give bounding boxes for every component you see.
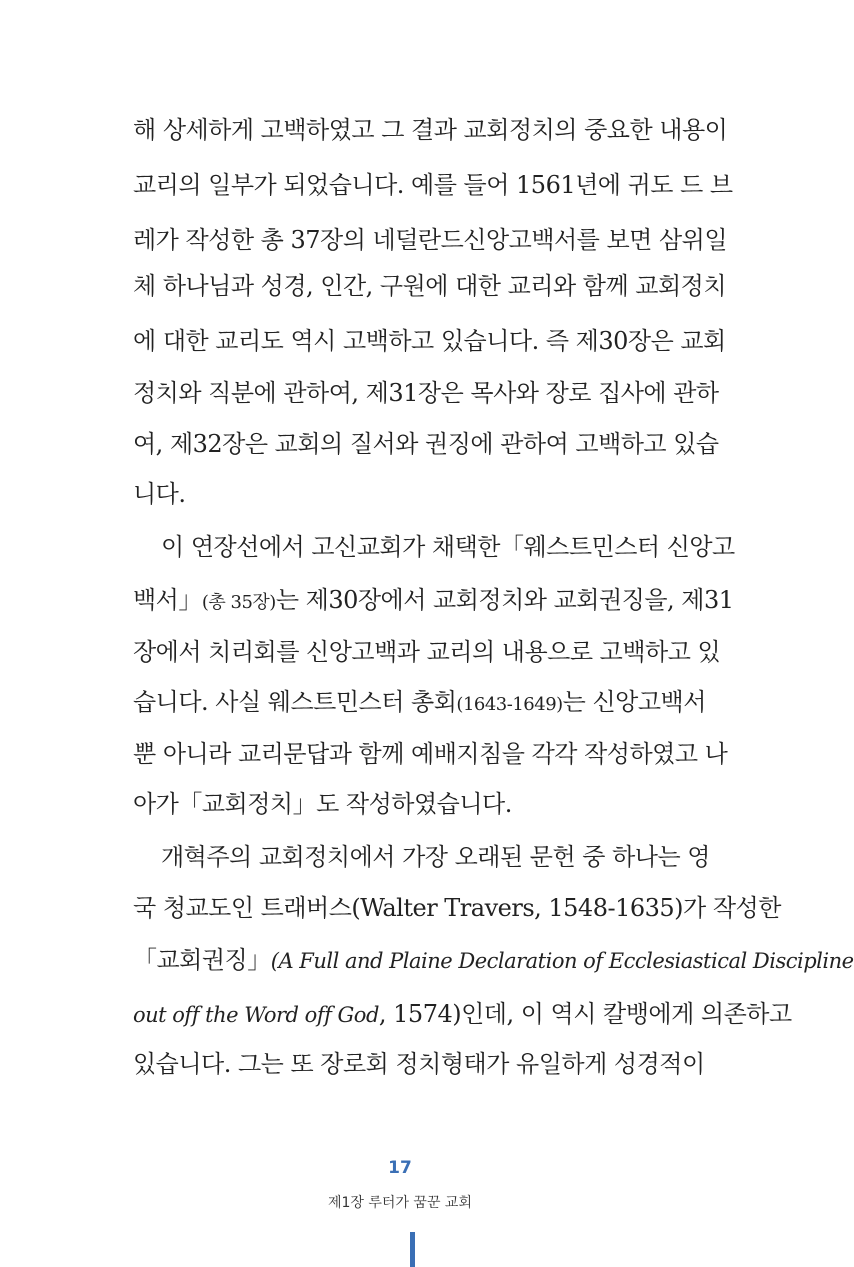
text-line: 에 대한 교리도 역시 고백하고 있습니다. 즉 제30장은 교회	[133, 327, 726, 355]
text-line: 뿐 아니라 교리문답과 함께 예배지침을 각각 작성하였고 나	[133, 740, 728, 768]
text-line: 아가「교회정치」도 작성하였습니다.	[133, 790, 512, 818]
text-line: 있습니다. 그는 또 장로회 정치형태가 유일하게 성경적이	[133, 1050, 705, 1078]
text-line: 장에서 치리회를 신앙고백과 교리의 내용으로 고백하고 있	[133, 638, 721, 666]
text-line: 국 청교도인 트래버스(Walter Travers, 1548-1635)가 작성한	[133, 894, 781, 922]
book-title-italic: (A Full and Plaine Declaration of Ecclesiastical Discipline	[270, 949, 854, 973]
text-line: 백서」(총 35장)는 제30장에서 교회정치와 교회권징을, 제31	[133, 586, 734, 614]
text-line: 정치와 직분에 관하여, 제31장은 목사와 장로 집사에 관하	[133, 379, 719, 407]
text-line: 니다.	[133, 480, 186, 508]
year-range-note: (1643-1649)	[456, 694, 563, 715]
page-number: 17	[388, 1158, 412, 1178]
chapter-count-note: (총 35장)	[201, 592, 276, 613]
text-line: 여, 제32장은 교회의 질서와 권징에 관하여 고백하고 있습	[133, 430, 719, 458]
text-line: 레가 작성한 총 37장의 네덜란드신앙고백서를 보면 삼위일	[133, 226, 728, 254]
text-line: 해 상세하게 고백하였고 그 결과 교회정치의 중요한 내용이	[133, 116, 728, 144]
text-line: 개혁주의 교회정치에서 가장 오래된 문헌 중 하나는 영	[161, 843, 710, 871]
text-line: 이 연장선에서 고신교회가 채택한「웨스트민스터 신앙고	[161, 533, 735, 561]
text-line: 체 하나님과 성경, 인간, 구원에 대한 교리와 함께 교회정치	[133, 272, 727, 300]
text-line: 교리의 일부가 되었습니다. 예를 들어 1561년에 귀도 드 브	[133, 171, 733, 199]
text-line: out off the Word off God, 1574)인데, 이 역시 칼뱅에게 의존하고	[133, 1000, 792, 1028]
text-line: 「교회권징」(A Full and Plaine Declaration of Ecclesiastical Discipline	[133, 946, 854, 974]
text-line: 습니다. 사실 웨스트민스터 총회(1643-1649)는 신앙고백서	[133, 688, 706, 716]
page-marker-bar	[410, 1232, 415, 1267]
chapter-title: 제1장 루터가 꿈꾼 교회	[328, 1195, 472, 1211]
book-title-italic: out off the Word off God	[133, 1003, 379, 1027]
